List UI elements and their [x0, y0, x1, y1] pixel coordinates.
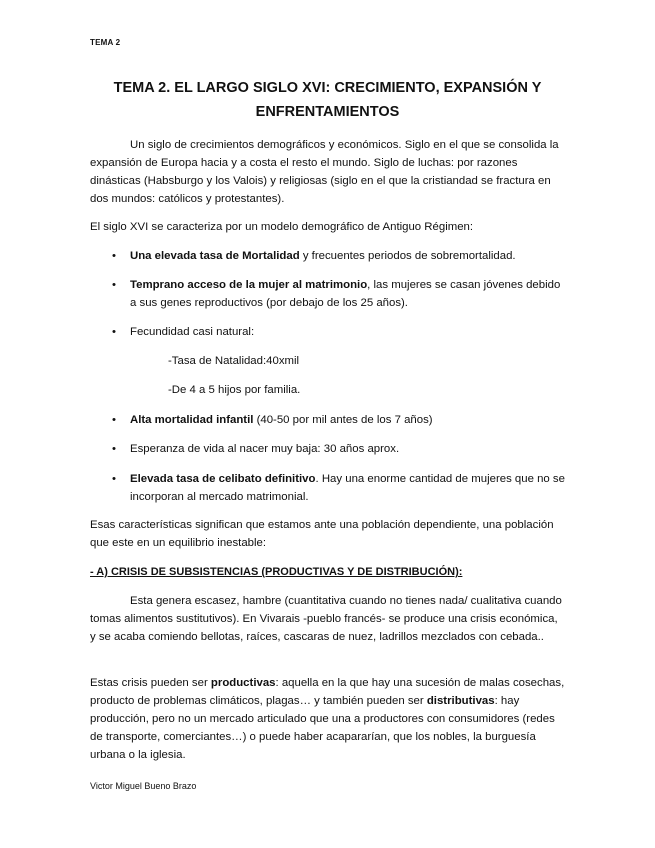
bullet-dot-icon: •	[112, 443, 116, 455]
sub-children-per-family: -De 4 a 5 hijos por familia.	[168, 384, 301, 396]
bullet-text: . Hay una enorme cantidad de mujeres que no se incorporan al mercado matrimonial.	[130, 473, 565, 503]
bullet-dot-icon: •	[112, 279, 116, 291]
crisis-types-paragraph	[90, 674, 565, 764]
crisis-text: : hay producción, pero no un mercado articulado que una a productores con consumidores (redes de transporte, comerciantes…) o puede haber acapararían, que los nobles, la burguesía urbana o la iglesia.	[90, 695, 555, 761]
characteristics-paragraph: Esas características significan que estamos ante una población dependiente, una población que este en un equilibrio inestable:	[90, 519, 554, 549]
crisis-text: Estas crisis pueden ser	[90, 677, 211, 689]
bullet-dot-icon: •	[112, 473, 116, 485]
bullet-dot-icon: •	[112, 250, 116, 262]
section-a-heading: - A) CRISIS DE SUBSISTENCIAS (PRODUCTIVAS Y DE DISTRIBUCIÓN):	[90, 566, 463, 578]
bullet-bold-text: Temprano acceso de la mujer al matrimonio	[130, 279, 368, 291]
title-line-1: TEMA 2. EL LARGO SIGLO XVI: CRECIMIENTO, EXPANSIÓN Y	[113, 80, 542, 96]
sub-birth-rate: -Tasa de Natalidad:40xmil	[168, 355, 300, 367]
bullet-bold-text: Elevada tasa de celibato definitivo	[130, 473, 316, 485]
title-line-2: ENFRENTAMIENTOS	[255, 104, 400, 120]
intro-paragraph: Un siglo de crecimientos demográficos y económicos. Siglo en el que se consolida la expansión de Europa hacia y a costa el resto el mundo. Siglo de luchas: por razones dinásticas (Habsburgo y los Valois) y religiosas (siglo en el que la cristiandad se fractura en dos mundos: católicos y protestantes).	[90, 139, 559, 205]
scarcity-paragraph: Esta genera escasez, hambre (cuantitativa cuando no tienes nada/ cualitativa cuando tomas alimentos sustitutivos). En Vivarais -pueblo francés- se produce una crisis económica, y se acaba comiendo bellotas, raíces, cascaras de nuez, ladrillos mezclados con cebada..	[90, 595, 562, 643]
page-title	[90, 76, 565, 124]
bullet-text: , las mujeres se casan jóvenes debido a sus genes reproductivos (por debajo de los 25 años).	[130, 279, 561, 309]
footer-author: Victor Miguel Bueno Brazo	[90, 781, 197, 791]
crisis-text: : aquella en la que hay una sucesión de malas cosechas, producto de problemas climáticos, plagas… y también pueden ser	[90, 677, 565, 707]
bullet-text: y frecuentes periodos de sobremortalidad.	[299, 250, 516, 262]
page-header-label: TEMA 2	[90, 38, 121, 47]
model-intro-paragraph: El siglo XVI se caracteriza por un modelo demográfico de Antiguo Régimen:	[90, 221, 474, 233]
bullet-text: Esperanza de vida al nacer muy baja: 30 años aprox.	[130, 443, 400, 455]
crisis-bold-productivas: productivas	[210, 677, 276, 689]
bullet-bold-text: Alta mortalidad infantil	[130, 414, 254, 426]
bullet-bold-text: Una elevada tasa de Mortalidad	[130, 250, 300, 262]
bullet-text: (40-50 por mil antes de los 7 años)	[253, 414, 433, 426]
bullet-dot-icon: •	[112, 326, 116, 338]
bullet-dot-icon: •	[112, 414, 116, 426]
crisis-bold-distributivas: distributivas	[426, 695, 495, 707]
bullet-text: Fecundidad casi natural:	[130, 326, 255, 338]
